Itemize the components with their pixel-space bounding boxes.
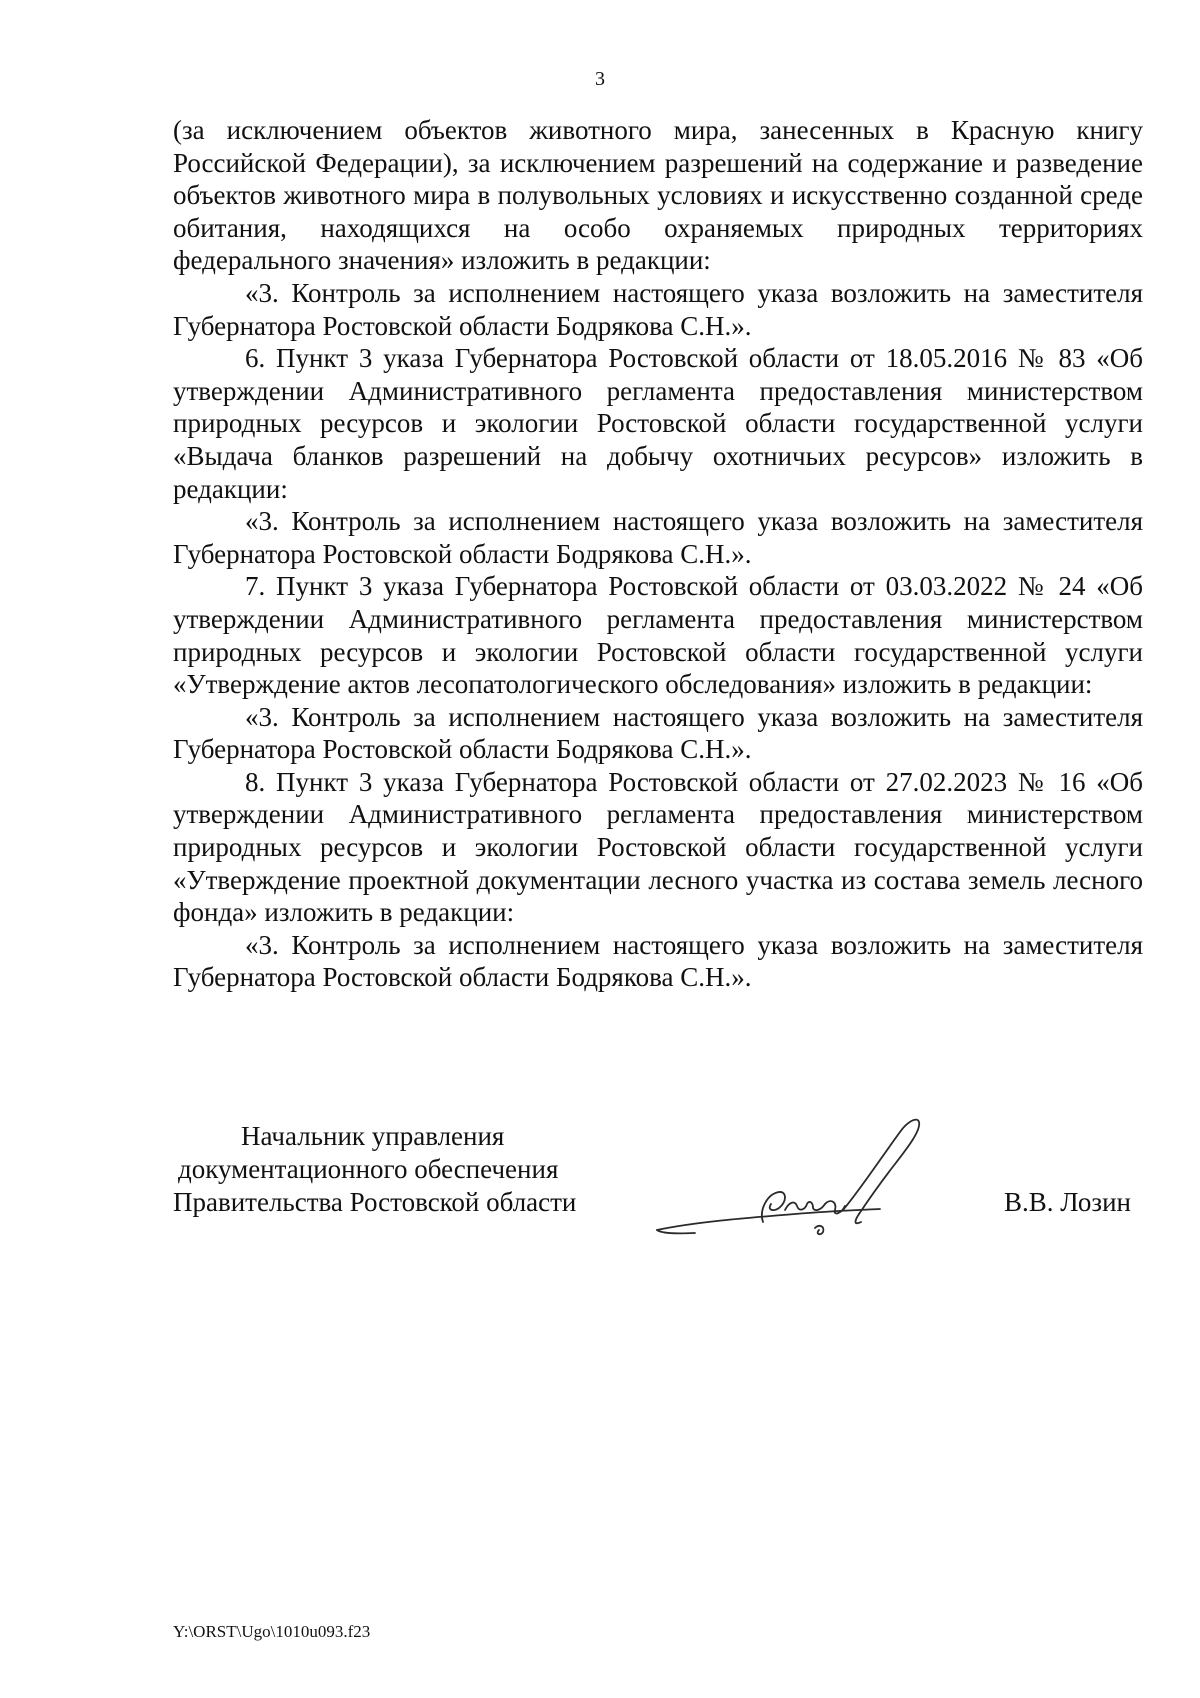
handwritten-signature — [655, 1110, 955, 1250]
paragraph: 7. Пункт 3 указа Губернатора Ростовской области от 03.03.2022 № 24 «Об утверждении Административного регламента предоставления министерством природных ресурсов и экологии Ростовской области государственной услуги «Утверждение актов лесопатологического обследования» изложить в редакции: — [173, 571, 1143, 700]
paragraph: «3. Контроль за исполнением настоящего указа возложить на заместителя Губернатора Ростовской области Бодрякова С.Н.». — [173, 929, 1143, 993]
paragraph: 6. Пункт 3 указа Губернатора Ростовской области от 18.05.2016 № 83 «Об утверждении Административного регламента предоставления министерством природных ресурсов и экологии Ростовской области государственной услуги «Выдача бланков разрешений на добычу охотничьих ресурсов» изложить в редакции: — [173, 343, 1143, 504]
signer-title-line: Правительства Ростовской области — [173, 1187, 577, 1217]
paragraph: «3. Контроль за исполнением настоящего указа возложить на заместителя Губернатора Ростовской области Бодрякова С.Н.». — [173, 277, 1143, 341]
paragraph: «3. Контроль за исполнением настоящего указа возложить на заместителя Губернатора Ростовской области Бодрякова С.Н.». — [173, 701, 1143, 765]
paragraph: «3. Контроль за исполнением настоящего указа возложить на заместителя Губернатора Ростовской области Бодрякова С.Н.». — [173, 506, 1143, 569]
page-number: 3 — [595, 68, 605, 90]
file-path: Y:\ORST\Ugo\1010u093.f23 — [173, 1622, 371, 1641]
signer-name: В.В. Лозин — [1004, 1187, 1131, 1217]
document-body — [173, 114, 1143, 994]
signer-title-line: документационного обеспечения — [178, 1154, 559, 1184]
paragraph: (за исключением объектов животного мира, занесенных в Красную книгу Российской Федерации), за исключением разрешений на содержание и разведение объектов животного мира в полувольных условиях и искусственно созданной среде обитания, находящихся на особо охраняемых природных территориях федерального значения» изложить в редакции: — [173, 115, 1143, 276]
signer-title-line: Начальник управления — [241, 1121, 505, 1151]
signer-title — [173, 1120, 576, 1219]
paragraph: 8. Пункт 3 указа Губернатора Ростовской области от 27.02.2023 № 16 «Об утверждении Административного регламента предоставления министерством природных ресурсов и экологии Ростовской области государственной услуги «Утверждение проектной документации лесного участка из состава земель лесного фонда» изложить в редакции: — [173, 766, 1143, 928]
